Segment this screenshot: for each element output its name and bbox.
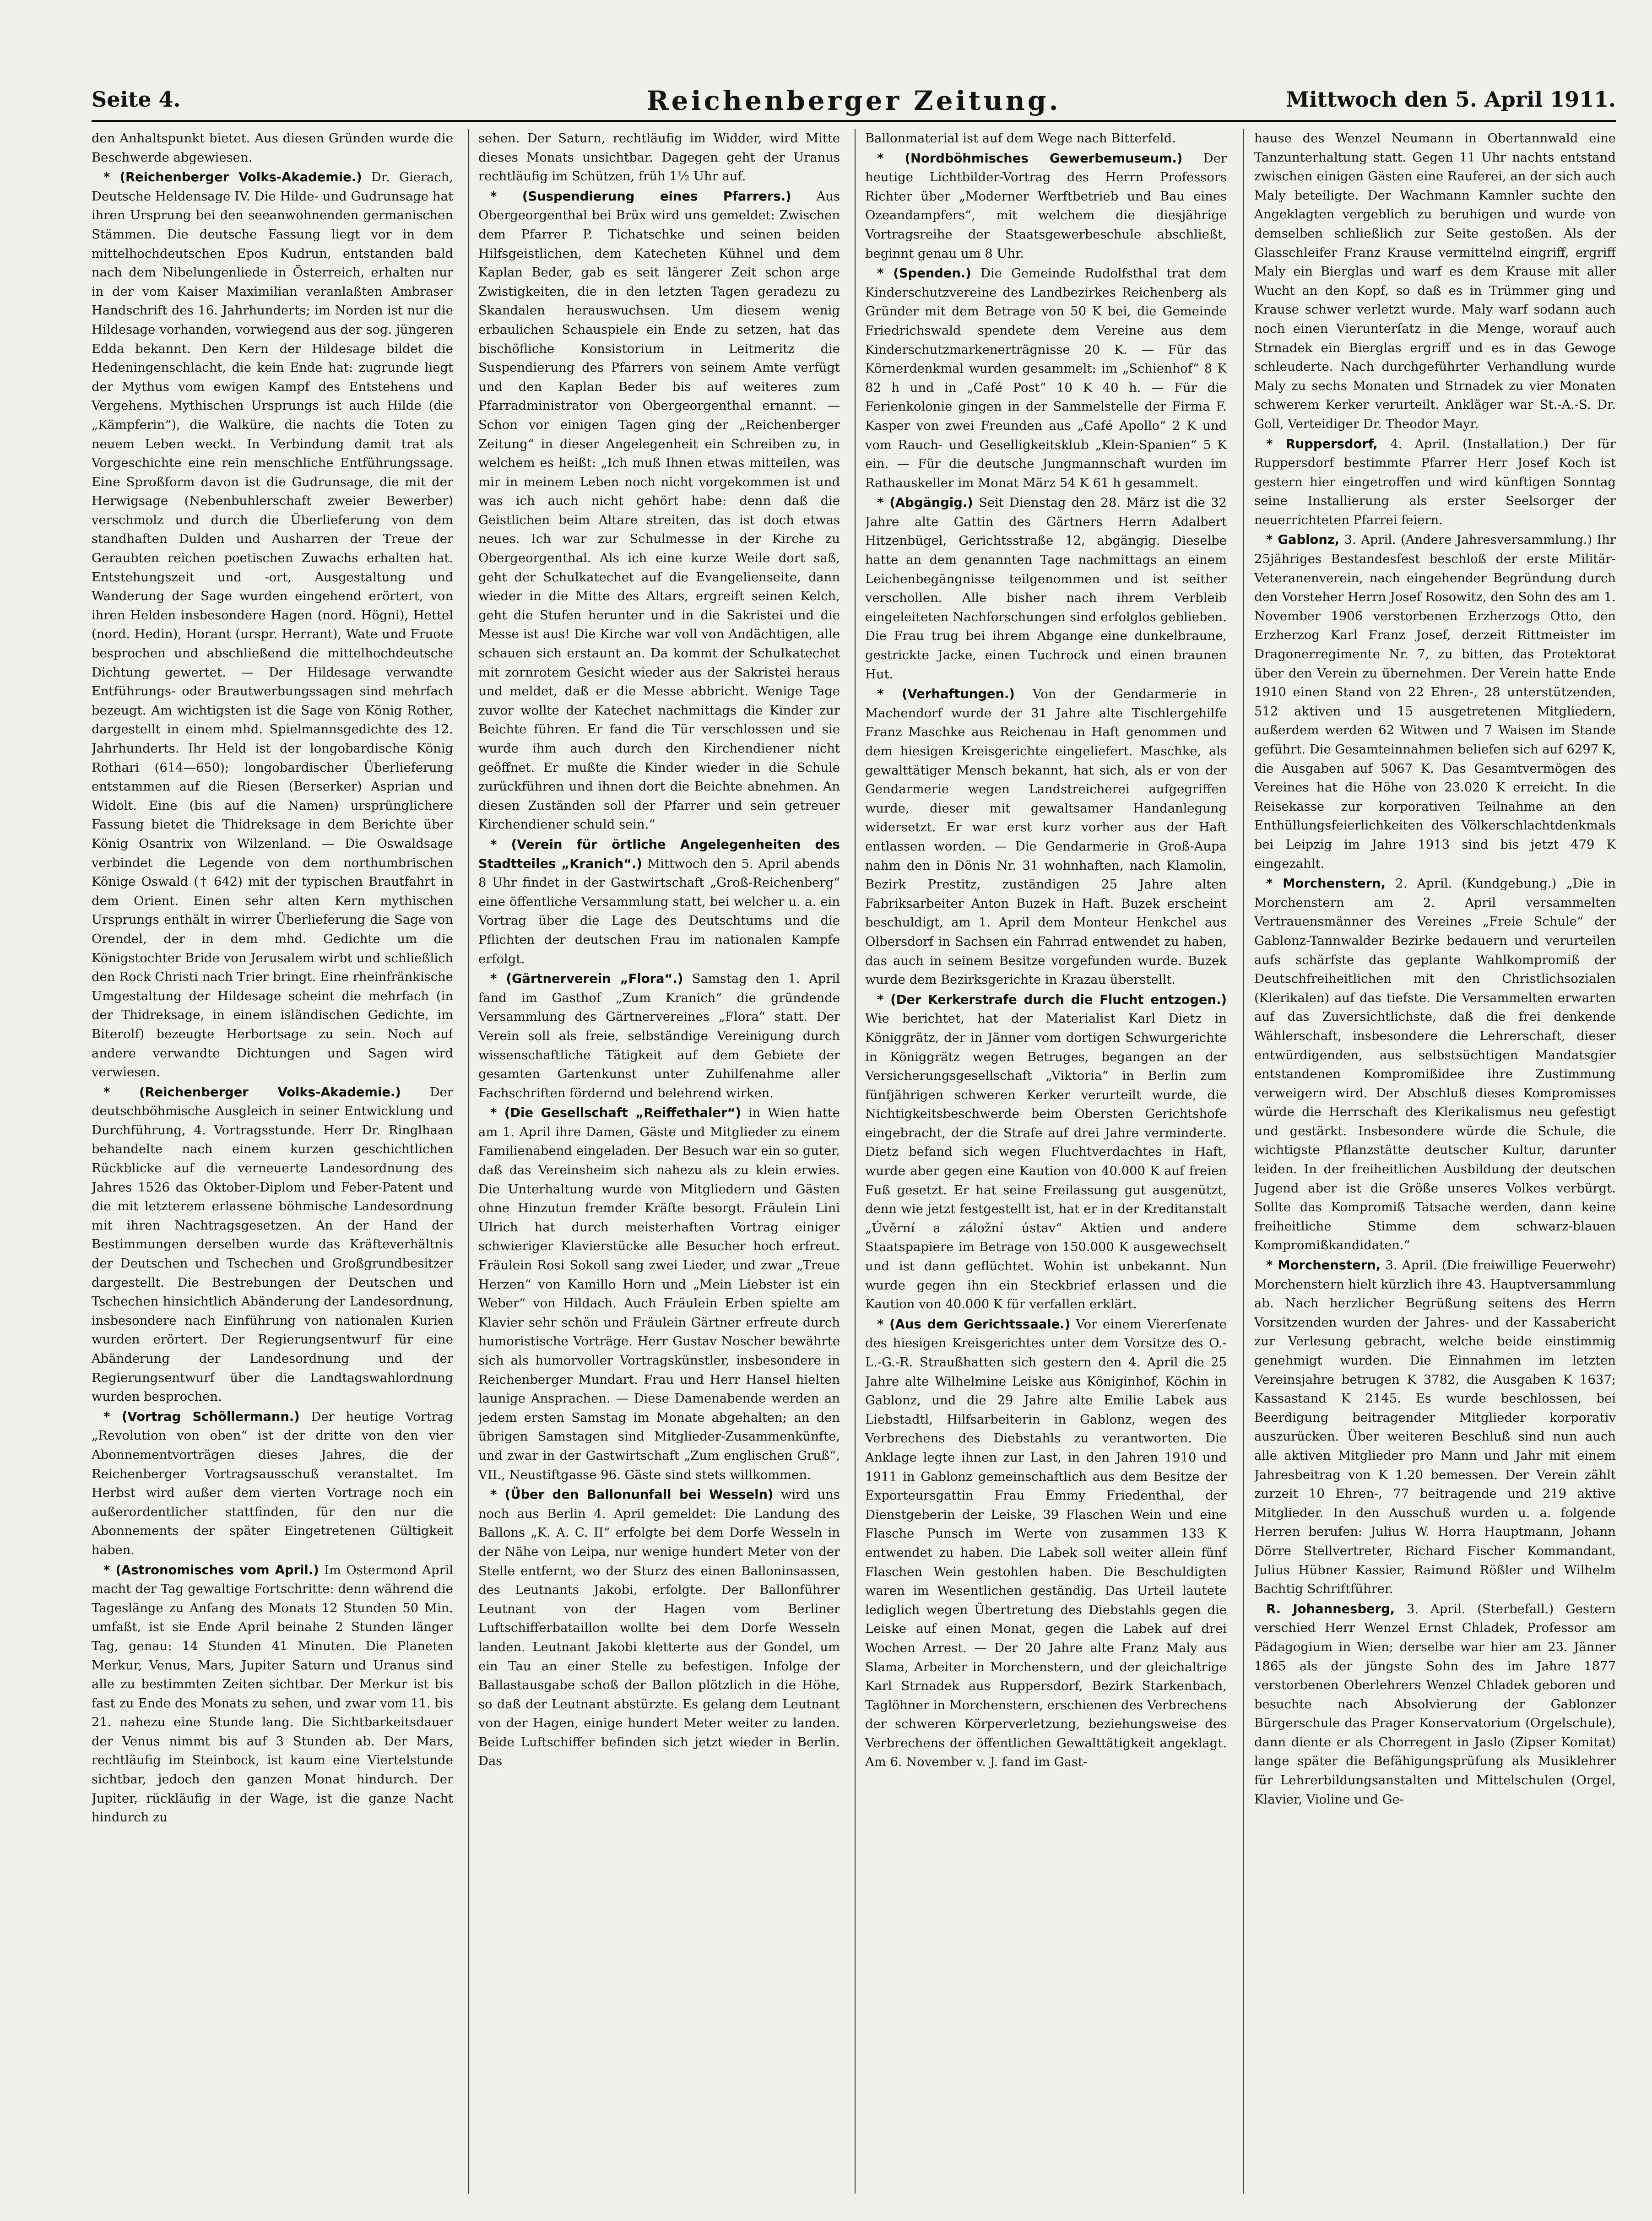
article-heading: * (Abgängig.)	[877, 496, 973, 510]
article-heading: * (Über den Ballonunfall bei Wesseln)	[490, 1488, 774, 1502]
article-text: Im Ostermond April macht der Tag gewaltige Fortschritte: denn während die Tageslänge zu Anfang des Monats 12 Stunden 50 Min. umfaßt, ist sie Ende April beinahe 2 Stunden länger Tag, genau: 14 Stunden 41 Minuten. Die Planeten Merkur, Venus, Mars, Jupiter Saturn und Uranus sind alle zu bestimmten Zeiten sichtbar. Der Merkur ist bis fast zu Ende des Monats zu sehen, und zwar vom 11. bis 21. nahezu eine Stunde lang. Die Sichtbarkeitsdauer der Venus nimmt bis auf 3 Stunden ab. Der Mars, rechtläufig im Steinbock, ist kaum eine Viertelstunde sichtbar, jedoch den ganzen Monat hindurch. Der Jupiter, rückläufig in der Wage, ist die ganze Nacht hindurch zu	[92, 1563, 453, 1825]
article-text: den Anhaltspunkt bietet. Aus diesen Gründen wurde die Beschwerde abgewiesen.	[92, 131, 453, 165]
article-heading: * (Reichenberger Volks-Akademie.)	[103, 170, 362, 185]
header-rule	[92, 120, 1616, 122]
article-paragraph	[92, 1561, 453, 1827]
article-paragraph	[1254, 129, 1616, 434]
page-number: Seite 4.	[92, 87, 181, 112]
article-paragraph	[92, 1083, 453, 1407]
article-heading: R. Johannesberg,	[1266, 1602, 1395, 1616]
article-heading: * (Nordböhmisches Gewerbemuseum.)	[877, 151, 1183, 166]
article-text: in Wien hatte am 1. April ihre Damen, Gäste und Mitglieder zu einem Familienabend eingeladen. Der Besuch war ein so guter, daß das Vereinsheim sich nahezu als zu klein erwies. Die Unterhaltung wurde von Mitgliedern und Gästen ohne Hinzutun fremder Kräfte besorgt. Fräulein Lini Ulrich hat durch meisterhaften Vortrag einiger schwieriger Klavierstücke alle Besucher hoch erfreut. Fräulein Rosi Sokoll sang zwei Lieder, und zwar „Treue Herzen“ von Kamillo Horn und „Mein Liebster ist ein Weber“ von Hildach. Auch Fräulein Erben spielte am Klavier sehr schön und Fräulein Gärtner erfreute durch humoristische Vorträge. Herr Gustav Noscher bewährte sich als humorvoller Vortragskünstler, insbesondere in Reichenberger Mundart. Frau und Herr Hansel hielten launige Ansprachen. — Diese Damenabende werden an jedem ersten Samstag im Monate abgehalten; an den übrigen Samstagen sind Mitglieder-Zusammenkünfte, und zwar in der Gastwirtschaft „Zum englischen Gruß“, VII., Neustiftgasse 96. Gäste sind stets willkommen.	[478, 1106, 840, 1482]
article-paragraph	[865, 493, 1227, 684]
column-3	[865, 129, 1227, 2194]
article-text: Seit Dienstag den 28. März ist die 32 Jahre alte Gattin des Gärtners Herrn Adalbert Hitzenbügel, Gerichtsstraße 12, abgängig. Dieselbe hatte an dem genannten Tage nachmittags an einem Leichenbegängnisse teilgenommen und ist seither verschollen. Alle bisher nach ihrem Verbleib eingeleiteten Nachforschungen sind erfolglos geblieben. Die Frau trug bei ihrem Abgange eine dunkelbraune, gestrickte Jacke, einen Tuchrock und einen braunen Hut.	[865, 496, 1227, 682]
article-text: 3. April. (Die freiwillige Feuerwehr) Morchenstern hielt kürzlich ihre 43. Hauptversammlung ab. Nach herzlicher Begrüßung seitens des Herrn Vorsitzenden wurden der Jahres- und der Kassabericht zur Verlesung gebracht, welche beide einstimmig genehmigt wurden. Die Einnahmen im letzten Vereinsjahre betrugen K 3782, die Ausgaben K 1637; Kassastand K 2145. Es wurde beschlossen, bei Beerdigung beitragender Mitglieder korporativ auszurücken. Über weiteren Beschluß sind nun auch alle aktiven Mitglieder pro Mann und Jahr mit einem Jahresbeitrag von K 1.20 bemessen. Der Verein zählt zurzeit 10 Ehren-, 77 beitragende und 219 aktive Mitglieder. In den Ausschuß wurden u. a. folgende Herren berufen: Julius W. Horra Hauptmann, Johann Dörre Stellvertreter, Richard Fischer Kommandant, Julius Hübner Kassier, Raimund Rößler und Wilhelm Bachtig Schriftführer.	[1254, 1258, 1616, 1597]
column-divider	[468, 129, 469, 2194]
article-text: 2. April. (Kundgebung.) „Die in Morchenstern am 2. April versammelten Vertrauensmänner des Vereines „Freie Schule“ der Gablonz-Tannwalder Bezirke bedauern und verurteilen aufs schärfste das geplante Wahlkompromiß der Deutschfreiheitlichen mit den Christlichsozialen (Klerikalen) auf das tiefste. Die Versammelten erwarten auf das Zuversichtlichste, daß die frei denkende Wählerschaft, insbesondere die Lehrerschaft, dieser entwürdigenden, aus selbstsüchtigen Mandatsgier entstandenen Kompromißidee ihre Zustimmung verweigern wird. Der Abschluß dieses Kompromisses würde die Herrschaft des Klerikalismus neu gefestigt und gestärkt. Insbesondere würde die Schule, die wichtigste Pflanzstätte deutscher Kultur, darunter leiden. In der freiheitlichen Ausbildung der deutschen Jugend aber ist die Größe unseres Volkes verbürgt. Sollte das Kompromiß Tatsache werden, dann keine freiheitliche Stimme dem schwarz-blauen Kompromißkandidaten.“	[1254, 877, 1616, 1253]
article-heading: * (Verhaftungen.)	[877, 687, 1015, 702]
article-heading: * (Gärtnerverein „Flora“.)	[490, 972, 683, 986]
article-text: 3. April. (Andere Jahresversammlung.) Ihr 25jähriges Bestandesfest beschloß der erste Militär-Veteranenverein, nach eingehender Begründung durch den Vorsteher Herrn Josef Rosowitz, den Sohn des am 1. November 1906 verstorbenen Erzherzogs Otto, den Erzherzog Karl Franz Josef, derzeit Rittmeister im Dragonerregimente Nr. 7, zu bitten, das Protektorat über den Verein zu übernehmen. Der Verein hatte Ende 1910 einen Stand von 22 Ehren-, 28 unterstützenden, 512 aktiven und 15 ausgetretenen Mitgliedern, außerdem werden 62 Witwen und 7 Waisen im Stande geführt. Die Gesamteinnahmen beliefen sich auf 6297 K, die Ausgaben auf 5067 K. Das Gesamtvermögen des Vereines hat die Höhe von 23.020 K erreicht. In die Reisekasse zur korporativen Teilnahme an den Enthüllungsfeierlichkeiten des Völkerschlachtdenkmals bei Leipzig im Jahre 1913 sind bis jetzt 479 K eingezahlt.	[1254, 533, 1616, 871]
article-paragraph	[865, 1315, 1227, 1772]
article-text: Dr. Gierach, Deutsche Heldensage IV. Die Hilde- und Gudrunsage hat ihren Ursprung bei den seeanwohnenden germanischen Stämmen. Die deutsche Fassung liegt vor in dem mittelhochdeutschen Epos Kudrun, entstanden bald nach dem Nibelungenliede in Österreich, erhalten nur in der vom Kaiser Maximilian veranlaßten Ambraser Handschrift des 16. Jahrhunderts; im Norden ist nur die Hildesage vorhanden, vorwiegend aus der sog. jüngeren Edda bekannt. Den Kern der Hildesage bildet die Hedeningenschlacht, die kein Ende hat: zugrunde liegt der Mythus vom ewigen Kampf des Entstehens und Vergehens. Mythischen Ursprungs ist auch Hilde (die „Kämpferin“), die Walküre, die nachts die Toten zu neuem Leben weckt. In Verbindung damit trat als Vorgeschichte eine rein menschliche Entführungssage. Eine Sproßform davon ist die Gudrunsage, die mit der Herwigsage (Nebenbuhlerschaft zweier Bewerber) verschmolz und durch die Überlieferung von dem standhaften Dulden und Ausharren der Treue der Geraubten reichen poetischen Zuwachs erhalten hat. Entstehungszeit und -ort, Ausgestaltung und Wanderung der Sage wurden eingehend erörtert, von ihren Helden insbesondere Hagen (nord. Högni), Hettel (nord. Hedin), Horant (urspr. Herrant), Wate und Fruote besprochen und abschließend die mittelhochdeutsche Dichtung gewertet. — Der Hildesage verwandte Entführungs- oder Brautwerbungssagen sind mehrfach bezeugt. Am wichtigsten ist die Sage von König Rother, dargestellt in einem mhd. Spielmannsgedichte des 12. Jahrhunderts. Ihr Held ist der longobardische König Rothari (614—650); longobardischer Überlieferung entstammen auf die Riesen (Berserker) Asprian und Widolt. Eine (bis auf die Namen) ursprünglichere Fassung bietet die Thidreksage in dem Berichte über König Osantrix von Wilzenland. — Die Oswaldsage verbindet die Legende von dem northumbrischen Könige Oswald († 642) mit der typischen Brautfahrt in dem Orient. Einen sehr alten Kern mythischen Ursprungs enthält in wirrer Überlieferung die Sage von Orendel, der in dem mhd. Gedichte um die Königstochter Bride von Jerusalem wirbt und schließlich den Rock Christi nach Trier bringt. Eine rheinfränkische Umgestaltung der Hildesage scheint die mehrfach (in der Thidreksage, in einem isländischen Gedichte, im Biterolf) bezeugte Herbortsage zu sein. Noch auf andere verwandte Dichtungen und Sagen wird verwiesen.	[92, 170, 453, 1080]
article-paragraph	[478, 129, 840, 186]
page-header	[92, 87, 1616, 124]
article-text: Ballonmaterial ist auf dem Wege nach Bitterfeld.	[865, 131, 1176, 146]
column-2	[478, 129, 840, 2194]
issue-date: Mittwoch den 5. April 1911.	[1286, 87, 1616, 112]
article-paragraph	[478, 187, 840, 834]
article-heading: * (Vortrag Schöllermann.)	[103, 1409, 300, 1424]
article-heading: * (Reichenberger Volks-Akademie.)	[103, 1085, 401, 1100]
article-paragraph	[865, 991, 1227, 1314]
article-paragraph	[1254, 1600, 1616, 1809]
article-text: Von der Gendarmerie in Machendorf wurde der 31 Jahre alte Tischlergehilfe Franz Maschke aus Reichenau in Haft genommen und dem hiesigen Kreisgerichte eingeliefert. Maschke, als gewalttätiger Mensch bekannt, hat sich, als er von der Gendarmerie wegen Landstreicherei aufgegriffen wurde, dieser mit gewaltsamer Handanlegung widersetzt. Er war erst kurz vorher aus der Haft entlassen worden. — Die Gendarmerie in Groß-Aupa nahm den in Dönis Nr. 31 wohnhaften, nach Klamolin, Bezirk Prestitz, zuständigen 25 Jahre alten Fabriksarbeiter Anton Buzek in Haft. Buzek erscheint beschuldigt, am 1. April dem Monteur Henkchel aus Olbersdorf in Sachsen ein Fahrrad entwendet zu haben, das auch in seinem Besitze vorgefunden wurde. Buzek wurde dem Bezirksgerichte in Krazau überstellt.	[865, 687, 1227, 987]
article-text: 4. April. (Installation.) Der für Ruppersdorf bestimmte Pfarrer Herr Josef Koch ist gestern hier eingetroffen und wird künftigen Sonntag seine Installierung als erster Seelsorger der neuerrichteten Pfarrei feiern.	[1254, 437, 1616, 527]
newspaper-title: Reichenberger Zeitung.	[646, 85, 1061, 116]
article-text: 3. April. (Sterbefall.) Gestern verschied Herr Wenzel Ernst Chladek, Professor am Pädagogium in Wien; derselbe war hier am 23. Jänner 1865 als der jüngste Sohn des im Jahre 1877 verstorbenen Oberlehrers Wenzel Chladek geboren und besuchte nach Absolvierung der Gablonzer Bürgerschule das Prager Konservatorium (Orgelschule), dann diente er als Chorregent in Jaslo (Zipser Komitat) lange später die Befähigungsprüfung als Musiklehrer für Lehrerbildungsanstalten und Mittelschulen (Orgel, Klavier, Violine und Ge-	[1254, 1602, 1616, 1807]
newspaper-page	[92, 87, 1616, 2202]
article-text: wird uns noch aus Berlin 4. April gemeldet: Die Landung des Ballons „K. A. C. II“ erfolgte bei dem Dorfe Wesseln in der Nähe von Leipa, nur wenige hundert Meter von der Stelle entfernt, wo der Sturz des einen Balloninsassen, des Leutnants Jakobi, erfolgte. Der Ballonführer Leutnant von der Hagen vom Berliner Luftschifferbataillon wollte bei dem Dorfe Wesseln landen. Leutnant Jakobi kletterte aus der Gondel, um ein Tau an einer Stelle zu befestigen. Infolge der Ballastausgabe schoß der Ballon plötzlich in die Höhe, so daß der Leutnant abstürzte. Es gelang dem Leutnant von der Hagen, einige hundert Meter weiter zu landen. Beide Luftschiffer befinden sich jetzt wieder in Berlin. Das	[478, 1488, 840, 1769]
article-paragraph	[478, 1485, 840, 1771]
article-paragraph	[92, 129, 453, 167]
column-divider	[855, 129, 856, 2194]
article-heading: * Ruppersdorf,	[1266, 437, 1378, 451]
article-text: Aus Obergeorgenthal bei Brüx wird uns gemeldet: Zwischen dem Pfarrer P. Tichatschke und seinen beiden Hilfsgeistlichen, dem Katecheten Kühnel und dem Kaplan Beder, gab es seit längerer Zeit schon arge Zwistigkeiten, die in den letzten Tagen geradezu zu Skandalen herauswuchsen. Um diesem wenig erbaulichen Schauspiele ein Ende zu setzen, hat das bischöfliche Konsistorium in Leitmeritz die Suspendierung des Pfarrers von seinem Amte verfügt und den Kaplan Beder bis auf weiteres zum Pfarradministrator von Obergeorgenthal ernannt. — Schon vor einigen Tagen ging der „Reichenberger Zeitung“ in dieser Angelegenheit ein Schreiben zu, in welchem es heißt: „Ich muß Ihnen etwas mitteilen, was mir in meinem Leben noch nicht vorgekommen ist und was ich auch nicht gehört habe: denn daß die Geistlichen beim Altare streiten, das ist doch etwas neues. Ich war zur Schulmesse in der Kirche zu Obergeorgenthal. Als ich eine kurze Weile dort saß, geht der Schulkatechet auf die Evangelienseite, dann wieder in die Mitte des Altars, ergreift seinen Kelch, geht die Stufen herunter und in die Sakristei und die Messe ist aus! Die Kirche war voll von Andächtigen, alle schauen sich erstaunt an. Da kommt der Schulkatechet mit zornrotem Gesicht wieder aus der Sakristei heraus und meldet, daß er die Messe abbricht. Wenige Tage zuvor wollte der Katechet nachmittags die Kinder zur Beichte führen. Er fand die Tür verschlossen und sie wurde ihm auch durch den Kirchendiener nicht geöffnet. Er mußte die Kinder wieder in die Schule zurückführen und ihnen dort die Beichte abnehmen. An diesen Zuständen soll der Pfarrer und sein getreuer Kirchendiener schuld sein.“	[478, 189, 840, 832]
article-heading: * (Die Gesellschaft „Reiffethaler“)	[490, 1106, 742, 1121]
article-heading: * (Verein für örtliche Angelegenheiten des Stadtteiles „Kranich“.)	[478, 837, 840, 871]
article-paragraph	[478, 835, 840, 969]
article-paragraph	[865, 264, 1227, 493]
article-paragraph	[865, 149, 1227, 264]
article-heading: * (Der Kerkerstrafe durch die Flucht entzogen.)	[877, 992, 1227, 1007]
article-paragraph	[1254, 435, 1616, 530]
article-paragraph	[1254, 531, 1616, 873]
column-divider	[1243, 129, 1244, 2194]
article-heading: * (Astronomisches vom April.)	[103, 1563, 319, 1577]
article-text: Wie berichtet, hat der Materialist Karl Dietz in Königgrätz, der in Jänner vom dortigen Schwurgerichte in Königgrätz wegen Betruges, begangen an der Versicherungsgesellschaft „Viktoria“ in Berlin zum fünfjährigen schweren Kerker verurteilt wurde, die Nichtigkeitsbeschwerde beim Obersten Gerichtshofe eingebracht, der die Strafe auf drei Jahre verminderte. Dietz befand sich wegen Fluchtverdachtes in Haft, wurde aber gegen eine Kaution von 40.000 K auf freien Fuß gesetzt. Er hat seine Freilassung gut ausgenützt, denn wie jetzt festgestellt ist, hat er in der Kreditanstalt „Úvěrní a záložní ústav“ Aktien und andere Staatspapiere im Betrage von 150.000 K ausgewechselt und ist dann geflüchtet. Wohin ist unbekannt. Nun wurde gegen ihn ein Steckbrief erlassen und die Kaution von 40.000 K für verfallen erklärt.	[865, 1012, 1227, 1312]
article-heading: * (Aus dem Gerichtssaale.)	[877, 1317, 1071, 1332]
article-text: Vor einem Viererſenate des hiesigen Kreisgerichtes unter dem Vorsitze des O.-L.-G.-R. Straußhatten sich gestern den 4. April die 25 Jahre alte Wilhelmine Leiske aus Königinhof, Köchin in Gablonz, und die 29 Jahre alte Emilie Labek aus Liebstadtl, Hilfsarbeiterin in Gablonz, wegen des Verbrechens des Diebstahls zu verantworten. Die Anklage legte ihnen zur Last, in den Jahren 1910 und 1911 in Gablonz gemeinschaftlich aus dem Besitze der Exporteursgattin Frau Emmy Friedenthal, der Dienstgeberin der Leiske, 39 Flaschen Wein und eine Flasche Punsch im Werte von zusammen 133 K entwendet zu haben. Die Labek soll weiter allein fünf Flaschen Wein gestohlen haben. Die Beschuldigten waren im Wesentlichen geständig. Das Urteil lautete lediglich wegen Übertretung des Diebstahls gegen die Leiske auf einen Monat, gegen die Labek auf drei Wochen Arrest. — Der 20 Jahre alte Franz Maly aus Slama, Arbeiter in Morchenstern, und der gleichaltrige Karl Strnadek aus Ruppersdorf, Bezirk Starkenbach, Taglöhner in Morchenstern, erschienen des Verbrechens der schweren Körperverletzung, beziehungsweise des Verbrechens der öffentlichen Gewalttätigkeit angeklagt. Am 6. November v. J. fand im Gast-	[865, 1317, 1227, 1770]
article-paragraph	[865, 685, 1227, 990]
column-1	[92, 129, 453, 2194]
article-heading: * Gablonz,	[1266, 533, 1340, 547]
article-paragraph	[865, 129, 1227, 148]
article-paragraph	[92, 168, 453, 1082]
article-paragraph	[478, 970, 840, 1103]
article-heading: * Morchenstern,	[1266, 1258, 1381, 1273]
article-heading: * (Suspendierung eines Pfarrers.)	[490, 189, 791, 204]
article-paragraph	[1254, 874, 1616, 1255]
article-text: sehen. Der Saturn, rechtläufig im Widder, wird Mitte dieses Monats unsichtbar. Dagegen geht der Uranus rechtläufig im Schützen, früh 1½ Uhr auf.	[478, 131, 840, 184]
article-text: Mittwoch den 5. April abends 8 Uhr findet in der Gastwirtschaft „Groß-Reichenberg“ eine öffentliche Versammlung statt, bei welcher u. a. ein Vortrag über die Lage des Deutschtums und die Pflichten der deutschen Frau im nationalen Kampfe erfolgt.	[478, 856, 840, 966]
article-text: Der deutschböhmische Ausgleich in seiner Entwicklung und Durchführung, 4. Vortragsstunde. Herr Dr. Ringlhaan behandelte nach einem kurzen geschichtlichen Rückblicke auf die verneuerte Landesordnung des Jahres 1526 das Oktober-Diplom und Feber-Patent und die mit letzterem erlassene böhmische Landesordnung mit ihren Nachtragsgesetzen. An der Hand der Bestimmungen derselben wurde das Kräfteverhältnis der Deutschen und Tschechen und Großgrundbesitzer dargestellt. Die Bestrebungen der Deutschen und Tschechen hinsichtlich Abänderung der Landesordnung, insbesondere nach Einführung von nationalen Kurien wurden erörtert. Der Regierungsentwurf für eine Abänderung der Landesordnung und der Regierungsentwurf über die Landtagswahlordnung wurden besprochen.	[92, 1085, 453, 1404]
article-paragraph	[92, 1408, 453, 1560]
article-paragraph	[1254, 1256, 1616, 1599]
column-4	[1254, 129, 1616, 2194]
article-heading: * (Spenden.)	[877, 266, 971, 281]
article-text: Der heutige Lichtbilder-Vortrag des Herrn Professors Richter über „Moderner Werftbetrieb und Bau eines Ozeandampfers“, mit welchem die diesjährige Vortragsreihe der Staatsgewerbeschule abschließt, beginnt genau um 8 Uhr.	[865, 151, 1227, 261]
article-text: Der heutige Vortrag „Revolution von oben“ ist der dritte von den vier Abonnementvorträgen dieses Jahres, die der Reichenberger Vortragsausschuß veranstaltet. Im Herbst wird außer dem vierten Vortrage noch ein außerordentlicher stattfinden, für den nur die Abonnements der später Eingetretenen Gültigkeit haben.	[92, 1409, 453, 1557]
article-paragraph	[478, 1104, 840, 1484]
article-heading: * Morchenstern,	[1266, 877, 1386, 891]
article-text: hause des Wenzel Neumann in Obertannwald eine Tanzunterhaltung statt. Gegen 11 Uhr nachts entstand zwischen einigen Gästen eine Rauferei, an der sich auch Maly beteiligte. Der Wachmann Kamnler suchte den Angeklagten vergeblich zu beruhigen und wurde von demselben schließlich zur Seite gestoßen. Als der Glasschleifer Franz Krause vermittelnd eingriff, ergriff Maly ein Bierglas und warf es dem Krause mit aller Wucht an den Kopf, so daß es in Trümmer ging und Krause schwer verletzt wurde. Maly warf sodann auch noch einen Vierunterſatz in die Menge, worauf auch Strnadek ein Bierglas ergriff und es in das Gewoge schleuderte. Nach durchgeführter Verhandlung wurde Maly zu sechs Monaten und Strnadek zu vier Monaten schwerem Kerker verurteilt. Ankläger war St.-A.-S. Dr. Goll, Verteidiger Dr. Theodor Mayr.	[1254, 131, 1616, 431]
article-text: Die Gemeinde Rudolfsthal trat dem Kinderschutzvereine des Landbezirkes Reichenberg als Gründer mit dem Betrage von 50 K bei, die Gemeinde Friedrichswald spendete dem Vereine aus dem Kinderschutzmarkenerträgnisse 20 K. — Für das Körnerdenkmal wurden gesammelt: im „Schienhof“ 8 K 82 h und in „Café Post“ 10 K 40 h. — Für die Ferienkolonie gingen in der Sammelstelle der Firma F. Kasper von zwei Freunden aus „Café Apollo“ 2 K und vom Rauch- und Geselligkeitsklub „Klein-Spanien“ 5 K ein. — Für die deutsche Jungmannschaft wurden im Rathauskeller im Monat März 54 K 61 h gesammelt.	[865, 266, 1227, 490]
article-text: Samstag den 1. April fand im Gasthof „Zum Kranich“ die gründende Versammlung des Gärtnervereines „Flora“ statt. Der Verein soll als freie, selbständige Vereinigung durch wissenschaftliche Tätigkeit auf dem Gebiete der gesamten Gartenkunst unter Zuhilfenahme aller Fachschriften fördernd und belehrend wirken.	[478, 972, 840, 1100]
